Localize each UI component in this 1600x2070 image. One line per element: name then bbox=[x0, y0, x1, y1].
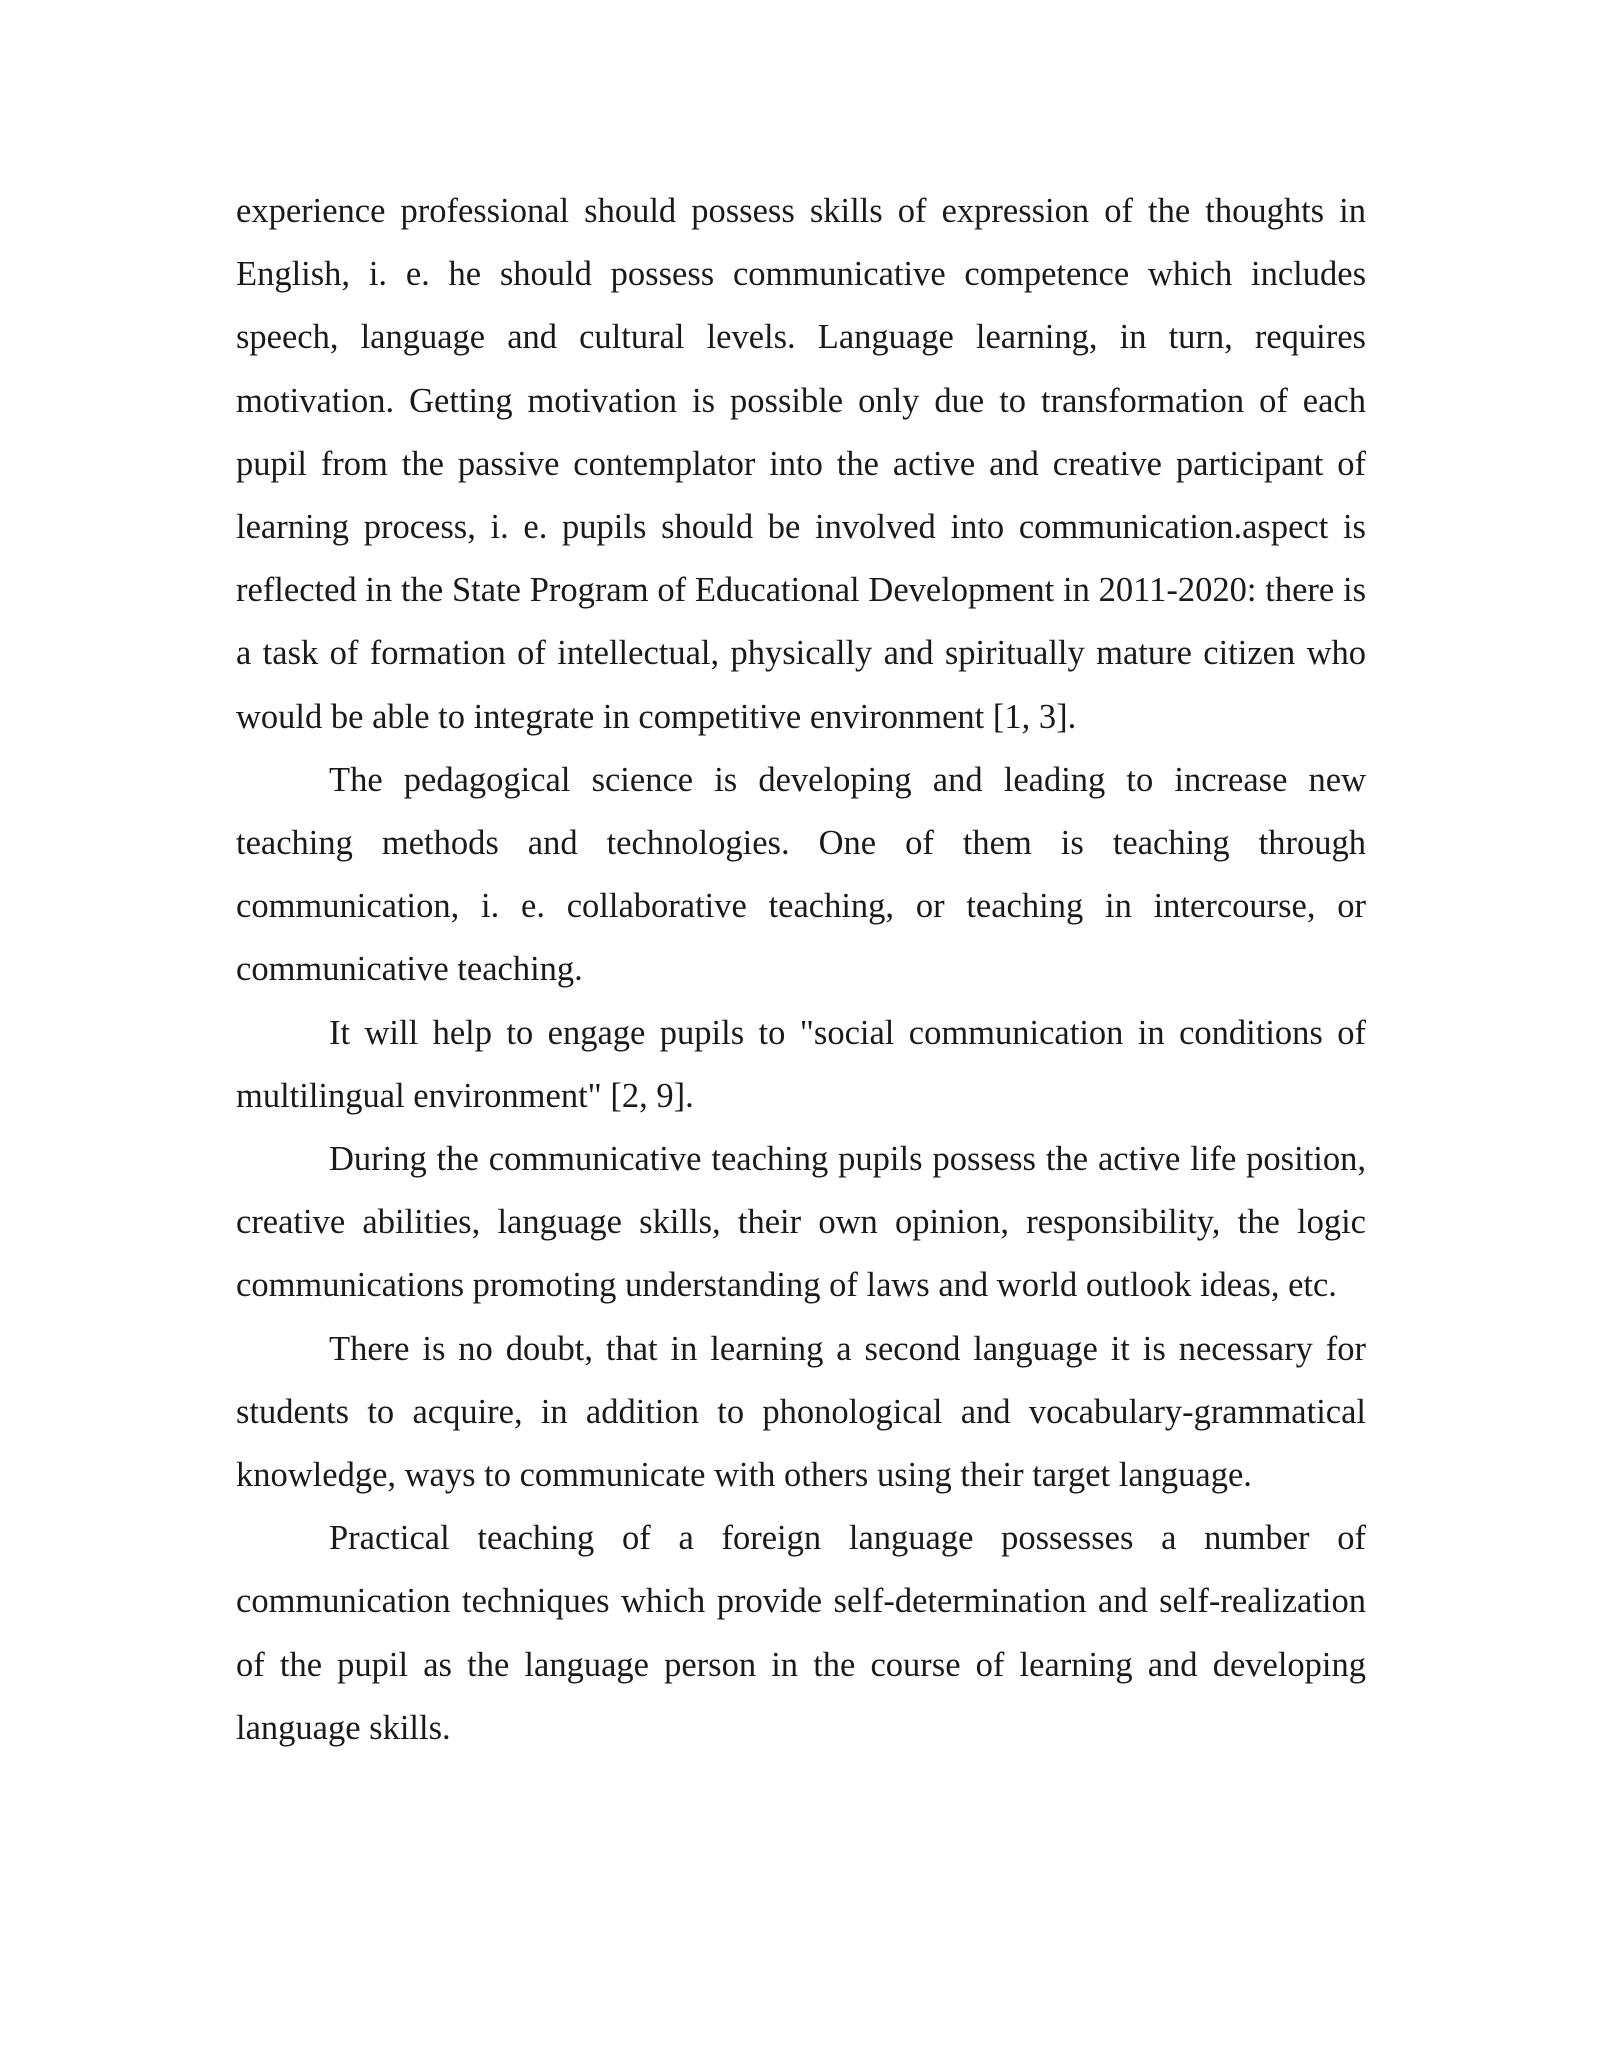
paragraph-continuation: experience professional should possess skills of expression of the thoughts in English, i. e. he should possess communicative competence which includes speech, language and cultural levels. Language learning, in turn, requires motivation. Getting motivation is possible only due to transformation of each pupil from the passive contemplator into the active and creative participant of learning process, i. e. pupils should be involved into communication.aspect is reflected in the State Program of Educational Development in 2011-2020: there is a task of formation of intellectual, physically and spiritually mature citizen who would be able to integrate in competitive environment [1, 3]. bbox=[236, 192, 1366, 736]
paragraph-social-communication: It will help to engage pupils to "social communication in conditions of multilingual environment" [2, 9]. bbox=[236, 1013, 1366, 1115]
paragraph-pedagogical-science: The pedagogical science is developing and leading to increase new teaching methods and technologies. One of them is teaching through communication, i. e. collaborative teaching, or teaching in intercourse, or communicative teaching. bbox=[236, 760, 1366, 989]
paragraph-communicative-teaching: During the communicative teaching pupils possess the active life position, creative abilities, language skills, their own opinion, responsibility, the logic communications promoting understanding of laws and world outlook ideas, etc. bbox=[236, 1140, 1366, 1305]
paragraph-second-language: There is no doubt, that in learning a second language it is necessary for students to acquire, in addition to phonological and vocabulary-grammatical knowledge, ways to communicate with others using their target language. bbox=[236, 1329, 1366, 1495]
paragraph-practical-teaching: Practical teaching of a foreign language possesses a number of communication techniques which provide self-determination and self-realization of the pupil as the language person in the course of learning and developing language skills. bbox=[236, 1519, 1366, 1747]
body-text bbox=[236, 180, 1366, 1760]
